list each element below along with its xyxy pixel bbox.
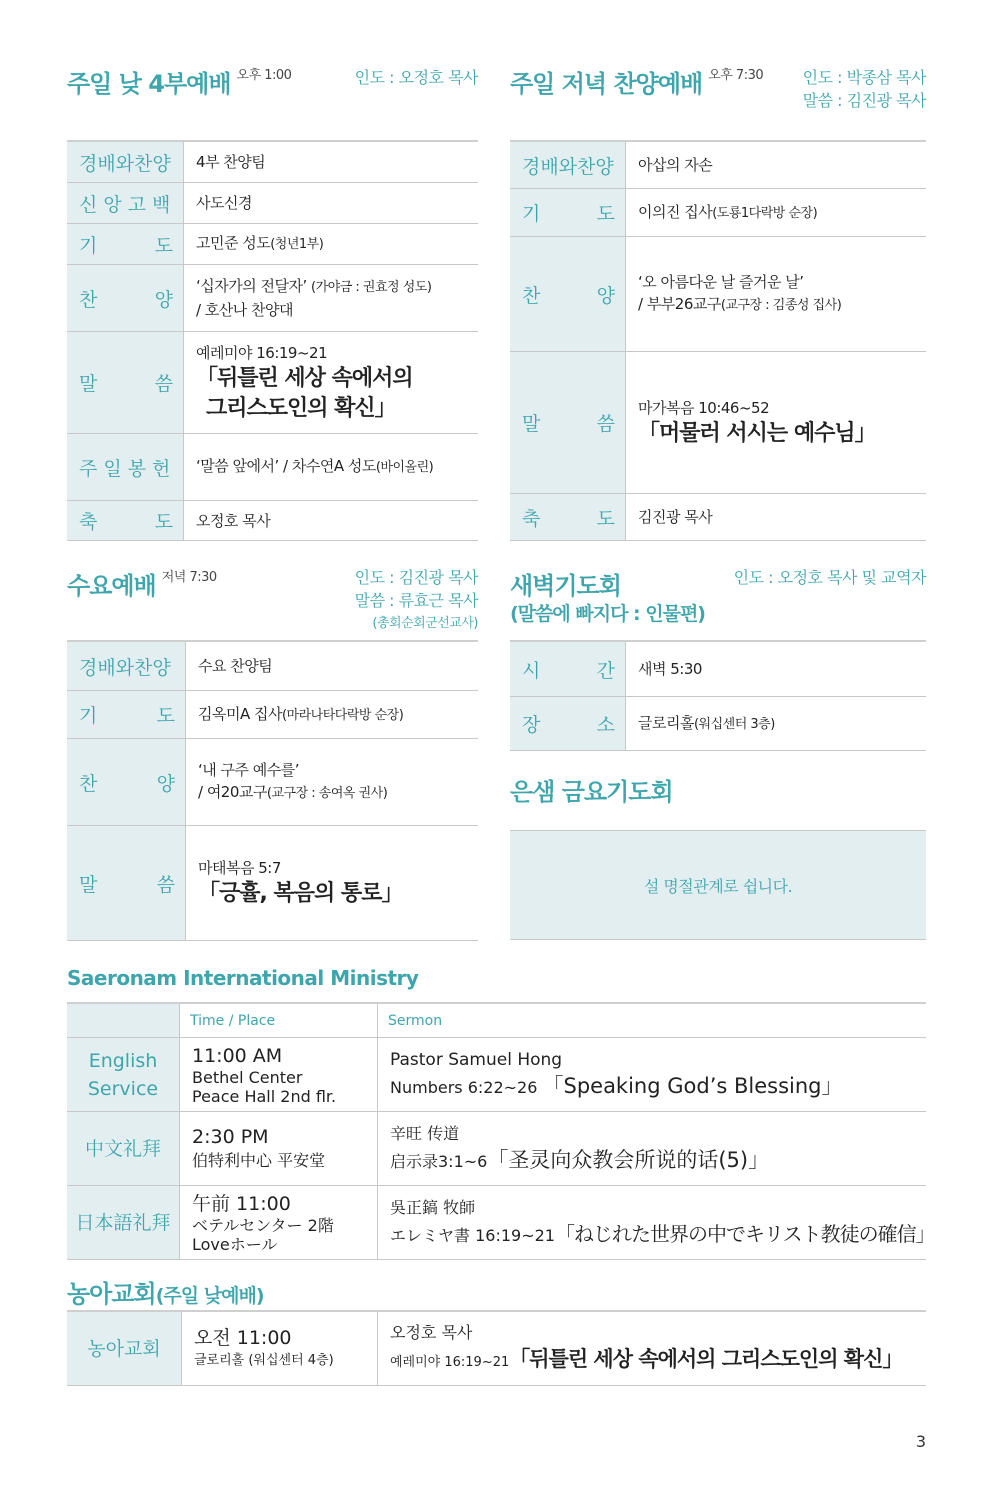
sermon-info (377, 1186, 947, 1259)
row-value: 수요 찬양팀 (185, 642, 284, 690)
dawn-leader: 인도 : 오정호 목사 및 교역자 (733, 568, 926, 587)
row-value (183, 434, 445, 500)
row-label (510, 494, 625, 540)
sermon-title: 「뒤틀린 세상 속에서의 (196, 365, 413, 391)
wednesday-table (67, 640, 478, 941)
intl-table (67, 1002, 935, 1260)
label-char: 도 (596, 507, 615, 530)
sermon-title: 「긍휼, 복음의 통로」 (198, 881, 403, 906)
prayer-note: (청년1부) (270, 237, 324, 252)
row-value: 오정호 목사 (183, 501, 282, 540)
friday-notice: 설 명절관계로 쉽니다. (510, 830, 926, 940)
row-value (625, 697, 787, 750)
choir-name: / 부부26교구 (638, 295, 721, 313)
sermon-title: 「圣灵向众教会所说的话(5)」 (487, 1147, 770, 1172)
prayer-name: 이의진 집사 (638, 202, 713, 221)
row-label (67, 265, 183, 331)
table-row (67, 691, 478, 739)
preacher: 오정호 목사 (390, 1322, 473, 1342)
label-char: 양 (596, 284, 615, 307)
sermon-title: 「ねじれた世界の中でキリスト教徒の確信」 (554, 1221, 935, 1246)
row-value (185, 739, 399, 825)
service-time: 2:30 PM (192, 1125, 269, 1148)
row-value: 아삽의 자손 (625, 142, 724, 188)
label-char: 찬 (79, 772, 98, 795)
row-value: 새벽 5:30 (625, 642, 714, 696)
dawn-subtitle: (말씀에 빠지다 : 인물편) (510, 603, 705, 625)
row-label (67, 224, 183, 264)
label-char: 간 (596, 659, 615, 682)
label-char: 찬 (522, 284, 541, 307)
scripture-ref: Numbers 6:22~26 (390, 1077, 538, 1097)
table-row (67, 142, 478, 183)
sermon-info (377, 1038, 926, 1111)
label-char: 말 (522, 413, 541, 435)
hymn-note: (가야금 : 권효정 성도) (311, 280, 432, 295)
evening-heading (510, 64, 763, 99)
service-place: Peace Hall 2nd flr. (192, 1086, 337, 1106)
friday-title: 은샘 금요기도회 (510, 778, 673, 806)
label-char: 기 (79, 234, 98, 257)
hymn-title: ‘오 아름다운 날 즐거운 날’ (638, 273, 804, 291)
scripture-ref: 예레미야 16:19~21 (390, 1354, 510, 1370)
row-label (67, 739, 185, 825)
prayer-note: (도룡1다락방 순장) (712, 205, 818, 221)
row-label (510, 352, 625, 493)
table-row (67, 332, 478, 434)
offering-value: ‘말씀 앞에서’ / 차수연A 성도 (196, 457, 376, 475)
sermon-title: 그리스도인의 확신」 (206, 395, 396, 421)
row-label (510, 237, 625, 351)
table-row (67, 501, 478, 541)
evening-table (510, 140, 926, 541)
table-row (67, 183, 478, 224)
table-row (67, 739, 478, 826)
label-char: 말 (79, 873, 98, 896)
scripture-ref: エレミヤ書 16:19~21 (390, 1225, 555, 1245)
row-label (67, 501, 183, 540)
row-label (510, 642, 625, 696)
scripture-ref: 예레미야 16:19~21 (196, 343, 328, 362)
label-char: 양 (154, 288, 173, 311)
label-char: 기 (79, 705, 98, 727)
choir-name: / 호산나 찬양대 (196, 301, 294, 319)
label-char: 양 (156, 772, 175, 795)
row-label: 日本語礼拜 (67, 1186, 179, 1259)
deaf-title-paren: (주일 낮예배) (155, 1285, 264, 1307)
sunday4-leader: 인도 : 오정호 목사 (354, 68, 478, 87)
row-label: 경배와찬양 (67, 642, 185, 690)
wednesday-preacher-note: (총회순회군선교사) (372, 616, 478, 631)
choir-note: (교구장 : 송여옥 권사) (266, 786, 388, 801)
table-row (510, 352, 926, 494)
prayer-name: 김옥미A 집사 (198, 704, 282, 723)
row-value: 4부 찬양팀 (183, 142, 277, 182)
location-name: 글로리홀 (638, 713, 694, 732)
label-char: 도 (596, 203, 615, 225)
sunday4-time: 오후 1:00 (236, 68, 292, 83)
sermon-title: 「Speaking God’s Blessing」 (542, 1073, 843, 1098)
row-value (185, 826, 414, 940)
evening-time: 오후 7:30 (708, 68, 764, 83)
sunday4-heading (67, 64, 291, 99)
label-char: 씀 (154, 373, 173, 395)
row-value (625, 237, 853, 351)
hymn-title: ‘십자가의 전달자’ (196, 277, 307, 295)
row-label: 경배와찬양 (67, 142, 183, 182)
preacher: 吳正鎬 牧師 (390, 1197, 476, 1217)
service-time: 11:00 AM (192, 1044, 283, 1067)
label-char: 시 (522, 659, 541, 682)
sermon-info (377, 1312, 926, 1385)
deaf-table (67, 1310, 926, 1386)
label-char: 말 (79, 373, 98, 395)
row-label: 경배와찬양 (510, 142, 625, 188)
preacher: Pastor Samuel Hong (390, 1049, 563, 1070)
row-value (185, 691, 415, 738)
table-row (510, 142, 926, 189)
header-sermon: Sermon (377, 1004, 926, 1037)
table-row (510, 494, 926, 541)
row-value (625, 352, 888, 493)
evening-title: 주일 저녁 찬양예배 (510, 70, 703, 98)
row-value (183, 332, 425, 433)
dawn-title: 새벽기도회 (510, 572, 621, 600)
row-value (625, 189, 829, 236)
service-place: Loveホール (192, 1234, 278, 1254)
prayer-note: (마라나타다락방 순장) (281, 707, 404, 723)
table-row (67, 826, 478, 941)
header-time: Time / Place (179, 1004, 377, 1037)
sermon-title: 「뒤틀린 세상 속에서의 그리스도인의 확신」 (509, 1346, 903, 1371)
row-label (67, 332, 183, 433)
table-row (67, 265, 478, 332)
scripture-ref: 마가복음 10:46~52 (638, 398, 770, 417)
choir-name: / 여20교구 (198, 783, 267, 801)
label-char: 씀 (596, 413, 615, 435)
wednesday-preacher: 말씀 : 류효근 목사 (354, 591, 478, 610)
hymn-title: ‘내 구주 예수를’ (198, 761, 300, 779)
row-label (67, 826, 185, 940)
wednesday-leaders (355, 566, 478, 635)
service-place: Bethel Center (192, 1067, 303, 1087)
label-char: 씀 (156, 873, 175, 896)
service-place: 글로리홀 (워십센터 4층) (194, 1352, 334, 1368)
label-char: 장 (522, 714, 541, 736)
label-line: Service (87, 1077, 159, 1100)
dawn-table (510, 640, 926, 751)
intl-header-row (67, 1004, 926, 1038)
table-row (510, 237, 926, 352)
scripture-ref: 마태복음 5:7 (198, 859, 281, 877)
table-row (67, 642, 478, 691)
row-value (183, 224, 335, 264)
label-char: 축 (522, 507, 541, 530)
wednesday-leader: 인도 : 김진광 목사 (354, 568, 478, 587)
choir-note: (교구장 : 김종성 집사) (720, 298, 842, 313)
table-row (510, 189, 926, 237)
wednesday-time: 저녁 7:30 (161, 570, 217, 585)
table-row (67, 224, 478, 265)
label-char: 도 (156, 705, 175, 727)
service-time: 午前 11:00 (192, 1192, 291, 1215)
row-label (510, 697, 625, 750)
service-time: 오전 11:00 (194, 1326, 292, 1349)
row-label: 주일봉헌 (67, 434, 183, 500)
table-row (67, 1038, 926, 1112)
label-char: 도 (154, 234, 173, 257)
table-row (67, 1112, 926, 1186)
row-value (183, 265, 443, 331)
intl-title: Saeronam International Ministry (67, 966, 419, 990)
time-place (181, 1312, 377, 1385)
time-place (179, 1112, 377, 1185)
evening-leaders (803, 66, 926, 112)
time-place (179, 1038, 377, 1111)
sunday4-title: 주일 낮 4부예배 (67, 70, 231, 98)
wednesday-heading (67, 566, 217, 601)
service-place: ベテルセンター 2階 (192, 1215, 334, 1235)
deaf-title: 농아교회 (67, 1280, 156, 1308)
label-char: 도 (154, 511, 173, 533)
sermon-title: 「머물러 서시는 예수님」 (638, 420, 876, 446)
row-label: 中文礼拜 (67, 1112, 179, 1185)
label-char: 찬 (79, 288, 98, 311)
table-row (67, 1312, 926, 1386)
evening-preacher: 말씀 : 김진광 목사 (802, 91, 926, 110)
location-note: (워십센터 3층) (693, 716, 775, 732)
prayer-name: 고민준 성도 (196, 234, 271, 252)
service-place: 伯特利中心 平安堂 (192, 1150, 326, 1170)
deaf-heading (67, 1274, 264, 1309)
table-row (510, 642, 926, 697)
wednesday-title: 수요예배 (67, 572, 156, 600)
row-label (67, 691, 185, 738)
row-label: 신앙고백 (67, 183, 183, 223)
label-char: 축 (79, 511, 98, 533)
label-line: English (88, 1049, 158, 1072)
dawn-heading (510, 566, 705, 626)
page-number: 3 (915, 1432, 926, 1451)
table-row (510, 697, 926, 751)
table-row (67, 1186, 935, 1260)
offering-note: (바이올린) (375, 460, 434, 475)
evening-leader: 인도 : 박종삼 목사 (802, 68, 926, 87)
table-row (67, 434, 478, 501)
label-char: 소 (596, 714, 615, 736)
sunday4-table (67, 140, 478, 541)
row-label: 농아교회 (67, 1312, 181, 1385)
time-place (179, 1186, 377, 1259)
sermon-info (377, 1112, 926, 1185)
scripture-ref: 启示录3:1~6 (390, 1151, 488, 1171)
header-blank (67, 1004, 179, 1037)
row-value: 사도신경 (183, 183, 264, 223)
row-label (510, 189, 625, 236)
row-value: 김진광 목사 (625, 494, 724, 540)
label-char: 기 (522, 203, 541, 225)
row-label (67, 1038, 179, 1111)
preacher: 辛旺 传道 (390, 1123, 460, 1143)
